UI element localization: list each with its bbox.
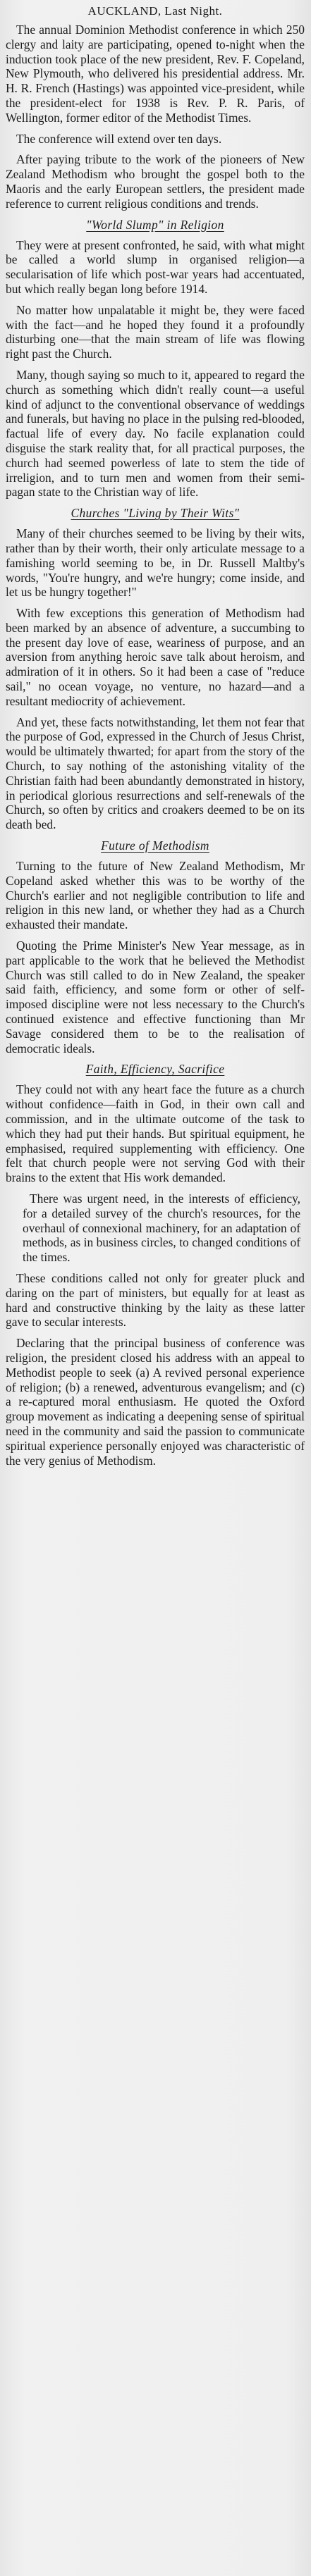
paragraph: The annual Dominion Methodist conference in which 250 clergy and laity are participating, opened to-night when the induction took place of the new president, Rev. F. Copeland, New Plymouth, who delivered his presidential address. Mr. H. R. French (Hastings) was appointed vice-president, while the president-elect for 1938 is Rev. P. R. Paris, of Wellington, former editor of the Methodist Times. (6, 23, 305, 125)
paragraph: After paying tribute to the work of the pioneers of New Zealand Methodism who brought the gospel both to the Maoris and the early European settlers, the president made reference to current religious conditions and trends. (6, 152, 305, 211)
paragraph: And yet, these facts notwithstanding, let them not fear that the purpose of God, expressed in the Church of Jesus Christ, would be ultimately thwarted; for apart from the story of the Church, to say nothing of the astonishing vitality of the Christian faith had been abundantly demonstrated in history, in periodical glorious resurrections and self-renewals of the Church, so often by critics and croakers deemed to be on its death bed. (6, 714, 305, 832)
paragraph: No matter how unpalatable it might be, they were faced with the fact—and he hoped they found it a profoundly disturbing one—that the main stream of life was flowing right past the Church. (6, 302, 305, 361)
dateline: AUCKLAND, Last Night. (87, 4, 223, 18)
section-heading: Faith, Efficiency, Sacrifice (85, 1062, 225, 1077)
section-heading: Churches "Living by Their Wits" (71, 506, 240, 521)
paragraph: Many, though saying so much to it, appeared to regard the church as something which didn't really count—a useful kind of adjunct to the conventional observance of weddings and funerals, but having no place in the pulsing red-blooded, factual life of every day. No facile explanation could disguise the stark reality that, for all practical purposes, the church had seemed powerless of late to stem the tide of irreligion, and to turn men and women from their semi-pagan state to the Christian way of life. (6, 367, 305, 500)
paragraph: Many of their churches seemed to be living by their wits, rather than by their worth, their only articulate message to a famishing world seeming to be, in Dr. Russell Maltby's words, "You're hungry, and we're hungry; come inside, and let us be hungry together!" (6, 526, 305, 600)
section-heading: Future of Methodism (101, 838, 209, 853)
paragraph: Turning to the future of New Zealand Methodism, Mr Copeland asked whether this was to be worthy of the Church's earlier and not negligible contribution to life and religion in this new land, or whether they had as a Church exhausted their mandate. (6, 859, 305, 932)
paragraph: Quoting the Prime Minister's New Year message, as in part applicable to the work that he believed the Methodist Church was still called to do in New Zealand, the speaker said faith, efficiency, and some form or other of self-imposed discipline were not less necessary to the Church's continued existence and effective functioning than Mr Savage considered them to be to the realisation of democratic ideals. (6, 939, 305, 1055)
article-body (6, 23, 305, 1468)
paragraph: These conditions called not only for greater pluck and daring on the part of ministers, but equally for at least as hard and constructive thinking by the laity as these latter gave to secular interests. (6, 1270, 305, 1330)
paragraph: With few exceptions this generation of Methodism had been marked by an absence of adventure, a succumbing to the present day love of ease, weariness of purpose, and an aversion from anything heroic save talk about heroism, and admiration of it in others. So it had been a case of "reduce sail," no ocean voyage, no venture, no hazard—and a resultant mediocrity of achievement. (6, 606, 305, 708)
section-heading: "World Slump" in Religion (86, 217, 224, 232)
paragraph: Declaring that the principal business of conference was religion, the president closed his address with an appeal to Methodist people to seek (a) A revived personal experience of religion; (b) a renewed, adventurous evangelism; and (c) a re-captured moral enthusiasm. He quoted the Oxford group movement as indicating a deepening sense of spiritual need in the community and said the passion to communicate spiritual experience personally enjoyed was characteristic of the very genius of Methodism. (6, 1336, 305, 1468)
paragraph: The conference will extend over ten days. (16, 131, 222, 146)
paragraph: They could not with any heart face the future as a church without confidence—faith in God, in their own call and commission, and in the ultimate outcome of the task to which they had put their hands. But spiritual equipment, he emphasised, required supplementing with efficiency. One felt that church people were not serving God with their brains to the extent that His work demanded. (6, 1082, 305, 1185)
paragraph: There was urgent need, in the interests of efficiency, for a detailed survey of the church's resources, for the overhaul of connexional machinery, for an adaptation of methods, as in business circles, to changed conditions of the times. (23, 1191, 300, 1265)
paragraph: They were at present confronted, he said, with what might be called a world slump in organised religion—a secularisation of life which post-war years had accentuated, but which really began long before 1914. (6, 237, 305, 296)
